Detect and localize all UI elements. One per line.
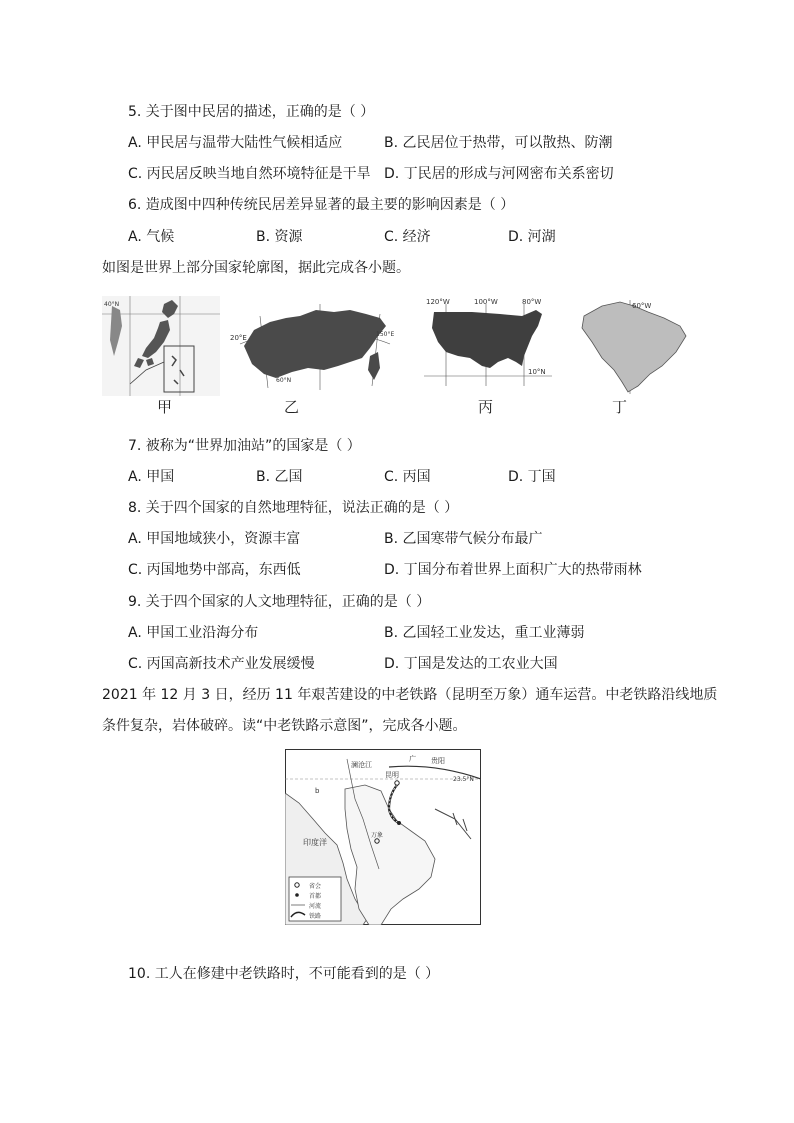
q6-stem: 6. 造成图中四种传统民居差异显著的最主要的影响因素是（ ）	[128, 197, 515, 213]
q6-option-a: A. 气候	[128, 229, 175, 245]
bing-left-label: 120°W	[426, 298, 450, 306]
q8-option-c: C. 丙国地势中部高，东西低	[128, 562, 301, 578]
q8-option-d: D. 丁国分布着世界上面积广大的热带雨林	[384, 562, 642, 578]
q8-stem: 8. 关于四个国家的自然地理特征，说法正确的是（ ）	[128, 500, 459, 516]
map-label-jia: 甲	[157, 398, 173, 416]
china-laos-railway-map	[285, 749, 481, 925]
legend-river-label: 河流	[309, 903, 322, 910]
map-label-bing: 丙	[478, 398, 494, 416]
yi-right-label: 150°E	[376, 331, 395, 338]
q5-option-b: B. 乙民居位于热带，可以散热、防潮	[384, 135, 613, 151]
q10-stem: 10. 工人在修建中老铁路时，不可能看到的是（ ）	[128, 966, 440, 982]
bing-right-label: 80°W	[522, 298, 542, 306]
q9-stem: 9. 关于四个国家的人文地理特征，正确的是（ ）	[128, 594, 431, 610]
jia-lat-label: 40°N	[104, 301, 120, 308]
q7-option-d: D. 丁国	[508, 469, 556, 485]
q5-option-a: A. 甲民居与温带大陆性气候相适应	[128, 135, 343, 151]
yi-left-label: 20°E	[230, 334, 247, 342]
country-outline-maps	[102, 296, 692, 418]
map2-b-label: b	[315, 787, 320, 795]
map2-vientiane-label: 万象	[371, 832, 384, 839]
q5-option-d: D. 丁民居的形成与河网密布关系密切	[384, 166, 614, 182]
map2-hanoi-label: 贵阳	[431, 757, 445, 765]
intro-china-laos-railway-1: 2021 年 12 月 3 日，经历 11 年艰苦建设的中老铁路（昆明至万象）通车运营。中老铁路沿线地质	[102, 687, 718, 703]
legend-capital-label: 省会	[309, 883, 322, 890]
q9-option-c: C. 丙国高新技术产业发展缓慢	[128, 656, 315, 672]
q6-option-d: D. 河湖	[508, 229, 556, 245]
q6-option-c: C. 经济	[384, 229, 431, 245]
q7-option-a: A. 甲国	[128, 469, 175, 485]
map2-river-label: 澜沧江	[351, 761, 372, 769]
map-ding-brazil	[572, 296, 692, 396]
q8-option-b: B. 乙国寒带气候分布最广	[384, 531, 543, 547]
q5-option-c: C. 丙民居反映当地自然环境特征是干旱	[128, 166, 371, 182]
map2-sea-label: 印度洋	[303, 838, 327, 847]
q9-option-d: D. 丁国是发达的工农业大国	[384, 656, 558, 672]
map2-guangzhou-label: 广	[409, 755, 416, 763]
map-label-yi: 乙	[284, 398, 300, 416]
q9-option-b: B. 乙国轻工业发达，重工业薄弱	[384, 625, 585, 641]
q6-option-b: B. 资源	[256, 229, 303, 245]
intro-china-laos-railway-2: 条件复杂，岩体破碎。读“中老铁路示意图”，完成各小题。	[102, 718, 467, 734]
q8-option-a: A. 甲国地域狭小，资源丰富	[128, 531, 301, 547]
map-jia-japan	[102, 296, 220, 396]
map2-lat-label: 23.5°N	[453, 776, 474, 783]
q7-stem: 7. 被称为“世界加油站”的国家是（ ）	[128, 438, 361, 454]
bing-mid-label: 100°W	[474, 298, 498, 306]
q5-stem: 5. 关于图中民居的描述，正确的是（ ）	[128, 104, 375, 120]
bing-lat-label: 10°N	[528, 368, 546, 376]
q7-option-b: B. 乙国	[256, 469, 303, 485]
intro-country-outlines: 如图是世界上部分国家轮廓图，据此完成各小题。	[102, 260, 410, 276]
map-yi-russia	[230, 296, 395, 396]
map-bing-usa	[424, 296, 552, 396]
legend-railway-label: 铁路	[309, 913, 322, 920]
legend-national-capital-icon	[295, 893, 299, 897]
q9-option-a: A. 甲国工业沿海分布	[128, 625, 259, 641]
ding-lon-label: 60°W	[632, 302, 652, 310]
map-label-ding: 丁	[612, 398, 628, 416]
q7-option-c: C. 丙国	[384, 469, 431, 485]
map2-kunming-label: 昆明	[385, 771, 399, 779]
yi-lat-label: 60°N	[276, 377, 292, 384]
legend-national-capital-label: 首都	[309, 893, 322, 900]
